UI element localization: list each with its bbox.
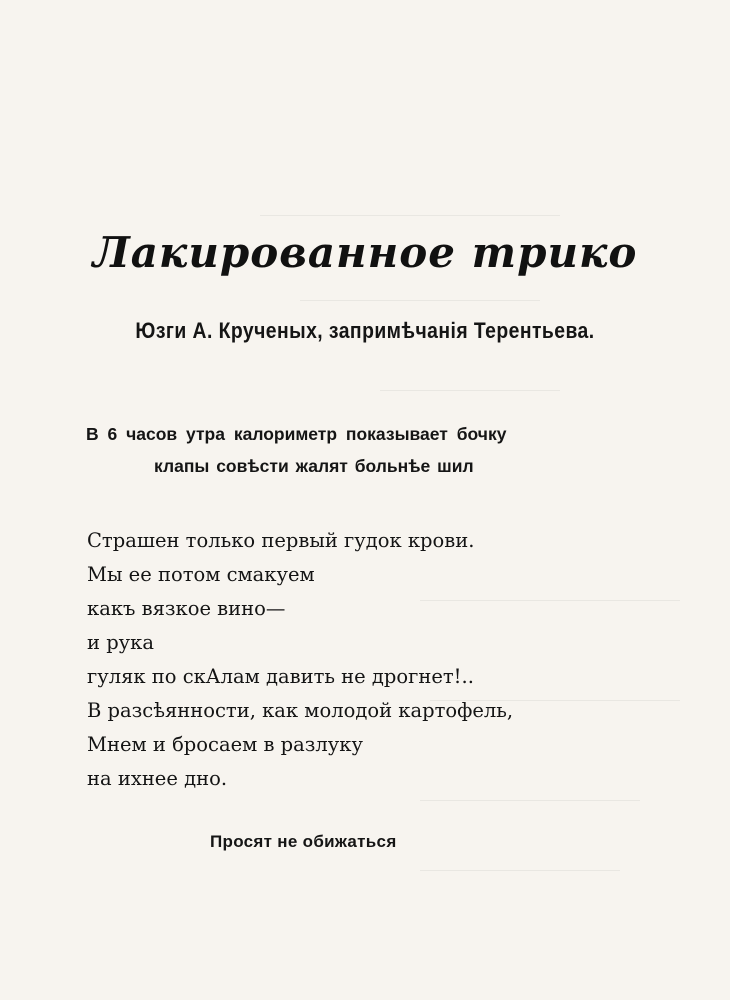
page-title: Лакированное трико xyxy=(92,228,638,277)
bleed-through-line xyxy=(420,800,640,801)
poem-line: на ихнее дно. xyxy=(87,767,228,790)
poem-line: Страшен только первый гудок крови. xyxy=(87,529,475,552)
poem-line: и рука xyxy=(87,631,154,654)
poem-line: гуляк по скАлам давить не дрогнет!.. xyxy=(87,665,474,688)
epigraph-line: клапы совѣсти жалят больнѣе шил xyxy=(154,456,474,476)
bleed-through-line xyxy=(380,390,560,391)
poem-body xyxy=(87,524,513,796)
closing-note: Просят не обижаться xyxy=(210,832,397,851)
page-subtitle: Юзги А. Крученых, запримѣчанія Терентьева. xyxy=(135,318,595,343)
poem-line: В разсѣянности, как молодой картофель, xyxy=(87,699,514,722)
poem-line: Мнем и бросаем в разлуку xyxy=(87,733,363,756)
epigraph-line: В 6 часов утра калориметр показывает бочку xyxy=(86,424,507,444)
bleed-through-line xyxy=(260,215,560,216)
bleed-through-line xyxy=(420,870,620,871)
bleed-through-line xyxy=(300,300,540,301)
poem-line: Мы ее потом смакуем xyxy=(87,563,315,586)
poem-line: какъ вязкое вино— xyxy=(87,597,286,620)
